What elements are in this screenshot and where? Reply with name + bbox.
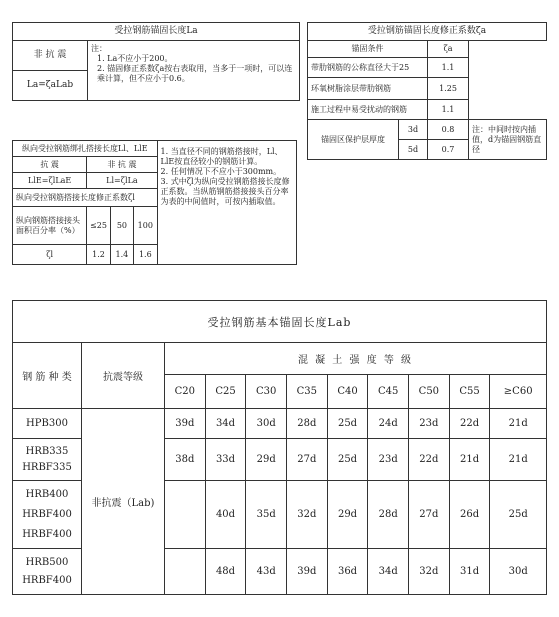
table-anchorage-length	[12, 22, 300, 101]
table4-grade: C40	[327, 375, 368, 409]
table4-grade: C50	[409, 375, 450, 409]
table2-title: 受拉钢筋锚固长度修正系数ζa	[308, 23, 547, 41]
table1-note: 1. La不应小于200。	[97, 54, 173, 63]
table4-cell: 25d	[327, 409, 368, 439]
table2-cover-value: 0.8	[428, 120, 469, 140]
table4-cell: 34d	[368, 549, 409, 595]
table3-notes	[157, 141, 296, 265]
table3-seismic-header: 抗 震	[13, 157, 87, 173]
table4-cell: 43d	[246, 549, 287, 595]
table4-steel-header: 钢 筋 种 类	[13, 343, 82, 409]
table4-concrete-header: 混 凝 土 强 度 等 级	[165, 343, 547, 375]
table3-zeta: 1.4	[110, 245, 133, 265]
table2-cond: 环氧树脂涂层带肋钢筋	[308, 78, 428, 100]
table4-cell: 32d	[409, 549, 450, 595]
table2-cover-value: 0.7	[428, 140, 469, 160]
table3-percent: ≤25	[87, 207, 110, 245]
table-anchorage-correction	[307, 22, 547, 160]
table4-cell: 21d	[490, 439, 547, 481]
table4-cell: 28d	[368, 481, 409, 549]
table4-steel: HPB300	[13, 409, 82, 439]
table1-note: 2. 锚固修正系数ζa按右表取用，当多于一项时，可以连乘计算，但不应小于0.6。	[97, 64, 293, 83]
table2-blank	[469, 41, 547, 120]
table4-cell: 30d	[490, 549, 547, 595]
table1-notes	[88, 41, 300, 101]
table4-cell: 21d	[449, 439, 490, 481]
table4-grade: C30	[246, 375, 287, 409]
table1-title: 受拉钢筋锚固长度La	[13, 23, 300, 41]
table4-title: 受拉钢筋基本锚固长度Lab	[13, 301, 547, 343]
table3-zeta: 1.6	[134, 245, 157, 265]
table3-note: 2. 任何情况下不应小于300mm。	[160, 167, 282, 176]
table3-zeta: 1.2	[87, 245, 110, 265]
table3-zeta-label: ζl	[13, 245, 87, 265]
table2-cond: 施工过程中易受扰动的钢筋	[308, 100, 428, 120]
table4-cell: 39d	[165, 409, 206, 439]
table4-cell: 23d	[368, 439, 409, 481]
table4-grade: C35	[287, 375, 328, 409]
table4-cell: 29d	[246, 439, 287, 481]
table2-header-zeta: ζa	[428, 41, 469, 58]
table4-cell: 27d	[287, 439, 328, 481]
table4-steel	[13, 549, 82, 595]
table4-steel	[13, 481, 82, 549]
table1-row-label: 非 抗 震	[13, 41, 88, 71]
table4-cell: 32d	[287, 481, 328, 549]
table4-steel	[13, 439, 82, 481]
table4-cell: 23d	[409, 409, 450, 439]
table3-seismic-formula: LlE=ζlLaE	[13, 173, 87, 189]
table4-steel-name: HRBF400	[22, 508, 72, 520]
table4-steel-name: HRBF335	[22, 461, 72, 473]
table4-steel-name: HRBF400	[22, 574, 72, 586]
table2-cover-label: 锚固区保护层厚度	[308, 120, 399, 160]
table2-value: 1.1	[428, 100, 469, 120]
table4-cell: 27d	[409, 481, 450, 549]
table4-cell: 39d	[287, 549, 328, 595]
table2-cover-thickness: 3d	[399, 120, 428, 140]
table4-cell: 31d	[449, 549, 490, 595]
table4-steel-name: HRB500	[25, 556, 69, 568]
table3-note: 1. 当直径不同的钢筋搭接时，Ll、LlE按直径较小的钢筋计算。	[160, 147, 283, 166]
table4-cell	[165, 481, 206, 549]
table3-percent: 50	[110, 207, 133, 245]
table4-grade-header: 抗震等级	[82, 343, 165, 409]
table1-formula: La=ζaLab	[13, 71, 88, 101]
table4-cell: 38d	[165, 439, 206, 481]
table-lap-length	[12, 140, 297, 265]
table4-grade: C20	[165, 375, 206, 409]
table4-steel-name: HRBF400	[22, 528, 72, 540]
table4-grade: ≥C60	[490, 375, 547, 409]
table4-cell: 36d	[327, 549, 368, 595]
table4-cell: 28d	[287, 409, 328, 439]
table4-cell: 48d	[205, 549, 246, 595]
table3-percent-label: 纵向钢筋搭接接头面积百分率（%）	[13, 207, 87, 245]
table2-value: 1.1	[428, 58, 469, 78]
table4-cell: 25d	[490, 481, 547, 549]
table4-cell	[165, 549, 206, 595]
table1-note: 注：	[91, 44, 107, 53]
table3-subtitle: 纵向受拉钢筋搭接长度修正系数ζl	[13, 189, 158, 207]
table2-cond: 带肋钢筋的公称直径大于25	[308, 58, 428, 78]
table4-cell: 21d	[490, 409, 547, 439]
table4-cell: 22d	[409, 439, 450, 481]
table4-cell: 24d	[368, 409, 409, 439]
table2-cover-thickness: 5d	[399, 140, 428, 160]
table4-cell: 35d	[246, 481, 287, 549]
table4-cell: 29d	[327, 481, 368, 549]
table-basic-anchorage	[12, 300, 547, 595]
table4-cell: 40d	[205, 481, 246, 549]
table3-nonseismic-formula: Ll=ζlLa	[87, 173, 157, 189]
table4-cell: 34d	[205, 409, 246, 439]
table4-cell: 22d	[449, 409, 490, 439]
table3-note: 3. 式中ζl为纵向受拉钢筋搭接长度修正系数。当纵筋钢筋搭接接头百分率为表的中间值时，可按内插取值。	[160, 177, 290, 206]
table3-title: 纵向受拉钢筋绑扎搭接长度Ll、LlE	[13, 141, 158, 157]
table4-steel-name: HRB335	[25, 445, 69, 457]
table2-value: 1.25	[428, 78, 469, 100]
table4-grade: C55	[449, 375, 490, 409]
table3-percent: 100	[134, 207, 157, 245]
table2-cover-note: 注：中间时按内插值，d为锚固钢筋直径	[469, 120, 547, 160]
table2-header-cond: 锚固条件	[308, 41, 428, 58]
table4-cell: 30d	[246, 409, 287, 439]
table4-cell: 25d	[327, 439, 368, 481]
table4-grade: C25	[205, 375, 246, 409]
table4-grade-label: 非抗震（Lab)	[82, 409, 165, 595]
table4-steel-name: HRB400	[25, 488, 69, 500]
table4-grade: C45	[368, 375, 409, 409]
table4-cell: 26d	[449, 481, 490, 549]
table4-cell: 33d	[205, 439, 246, 481]
table3-nonseismic-header: 非 抗 震	[87, 157, 157, 173]
